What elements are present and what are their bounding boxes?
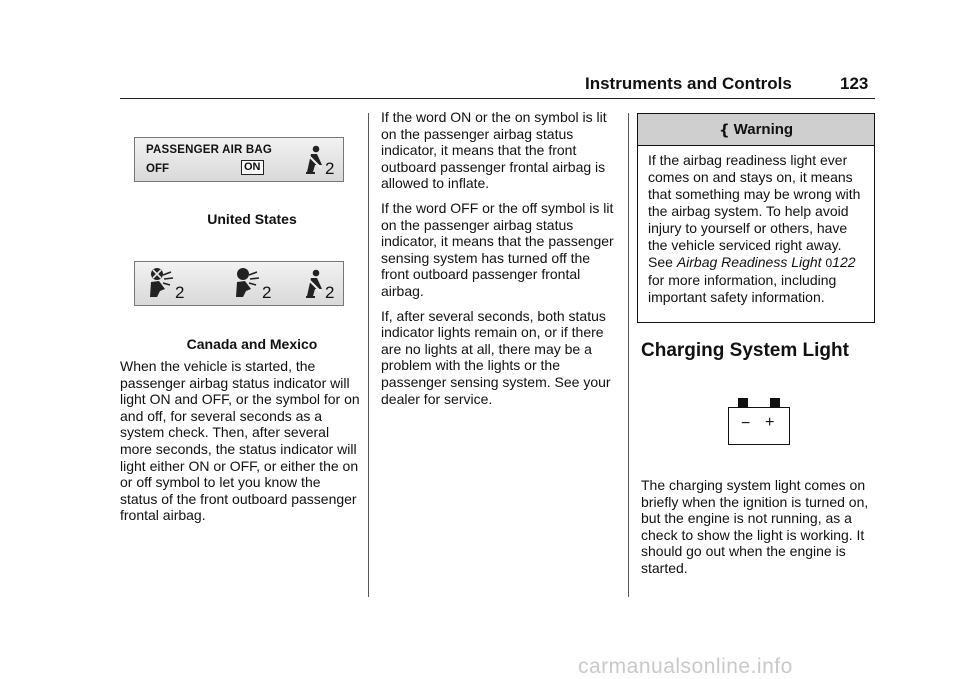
page-ref-number[interactable]: 122	[832, 254, 856, 270]
header-rule	[120, 98, 875, 99]
watermark: carmanualsonline.info	[578, 655, 793, 678]
charging-heading: Charging System Light	[641, 340, 849, 361]
section-title: Instruments and Controls	[585, 74, 792, 93]
page-ref-icon: 0	[825, 256, 833, 270]
column-divider-1	[368, 113, 369, 597]
battery-icon	[728, 398, 790, 446]
us-airbag-status-panel	[134, 137, 344, 182]
passenger-seat-icon	[303, 269, 327, 301]
seat-number-3: 2	[325, 283, 335, 302]
warning-body	[638, 146, 874, 306]
canada-caption: Canada and Mexico	[186, 336, 318, 352]
panel-passenger-airbag-label: PASSENGER AIR BAG	[146, 144, 273, 156]
service-paragraph: If, after several seconds, both status indicator lights remain on, or if there are no lights at all, there may be a problem with the lights or the passenger sensing system. See your dealer for service.	[381, 307, 611, 407]
warning-text: If the airbag readiness light ever comes on and stays on, it means that something may be wrong with the airbag system. To help avoid injury to yourself or others, have the vehicle serviced right away. See	[648, 152, 861, 270]
page-number: 123	[840, 74, 869, 93]
passenger-seat-icon	[303, 145, 327, 177]
panel-off-label: OFF	[146, 163, 169, 175]
off-status-paragraph: If the word OFF or the off symbol is lit on the passenger airbag status indicator, it means that the passenger sensing system has turned off the front outboard passenger frontal airbag.	[381, 199, 614, 299]
system-check-paragraph: When the vehicle is started, the passenger airbag status indicator will light ON and OFF, or the symbol for on and off, for several seconds as a system check. Then, after several more seconds, the status indicator will light either ON or OFF, or either the on or off symbol to let you know the status of the front outboard passenger frontal airbag.	[120, 358, 360, 524]
column-2-text	[381, 109, 621, 407]
seat-number-2: 2	[262, 283, 272, 302]
warning-icon: {	[718, 120, 730, 139]
warning-box	[637, 113, 875, 323]
battery-minus: −	[741, 415, 751, 432]
warning-header	[638, 114, 874, 146]
panel-on-label: ON	[241, 160, 264, 175]
charging-paragraph: The charging system light comes on briefly when the ignition is turned on, but the engine is not running, as a check to show the light is working. It should go out when the engine is started.	[641, 477, 869, 576]
warning-title: Warning	[733, 121, 794, 138]
battery-plus: +	[765, 414, 775, 431]
on-status-paragraph: If the word ON or the on symbol is lit on the passenger airbag status indicator, it means that the front outboard passenger frontal airbag is allowed to inflate.	[381, 109, 607, 192]
us-caption: United States	[207, 211, 297, 227]
airbag-on-icon	[233, 267, 261, 301]
battery-body	[728, 407, 790, 445]
airbag-readiness-link[interactable]: Airbag Readiness Light	[676, 254, 822, 270]
warning-text-end: for more information, including important safety information.	[648, 272, 837, 305]
canada-airbag-status-panel	[134, 261, 344, 306]
airbag-off-icon	[147, 267, 175, 301]
seat-number-1: 2	[175, 283, 185, 302]
column-divider-2	[628, 113, 629, 597]
panel-seat-number: 2	[325, 159, 335, 178]
